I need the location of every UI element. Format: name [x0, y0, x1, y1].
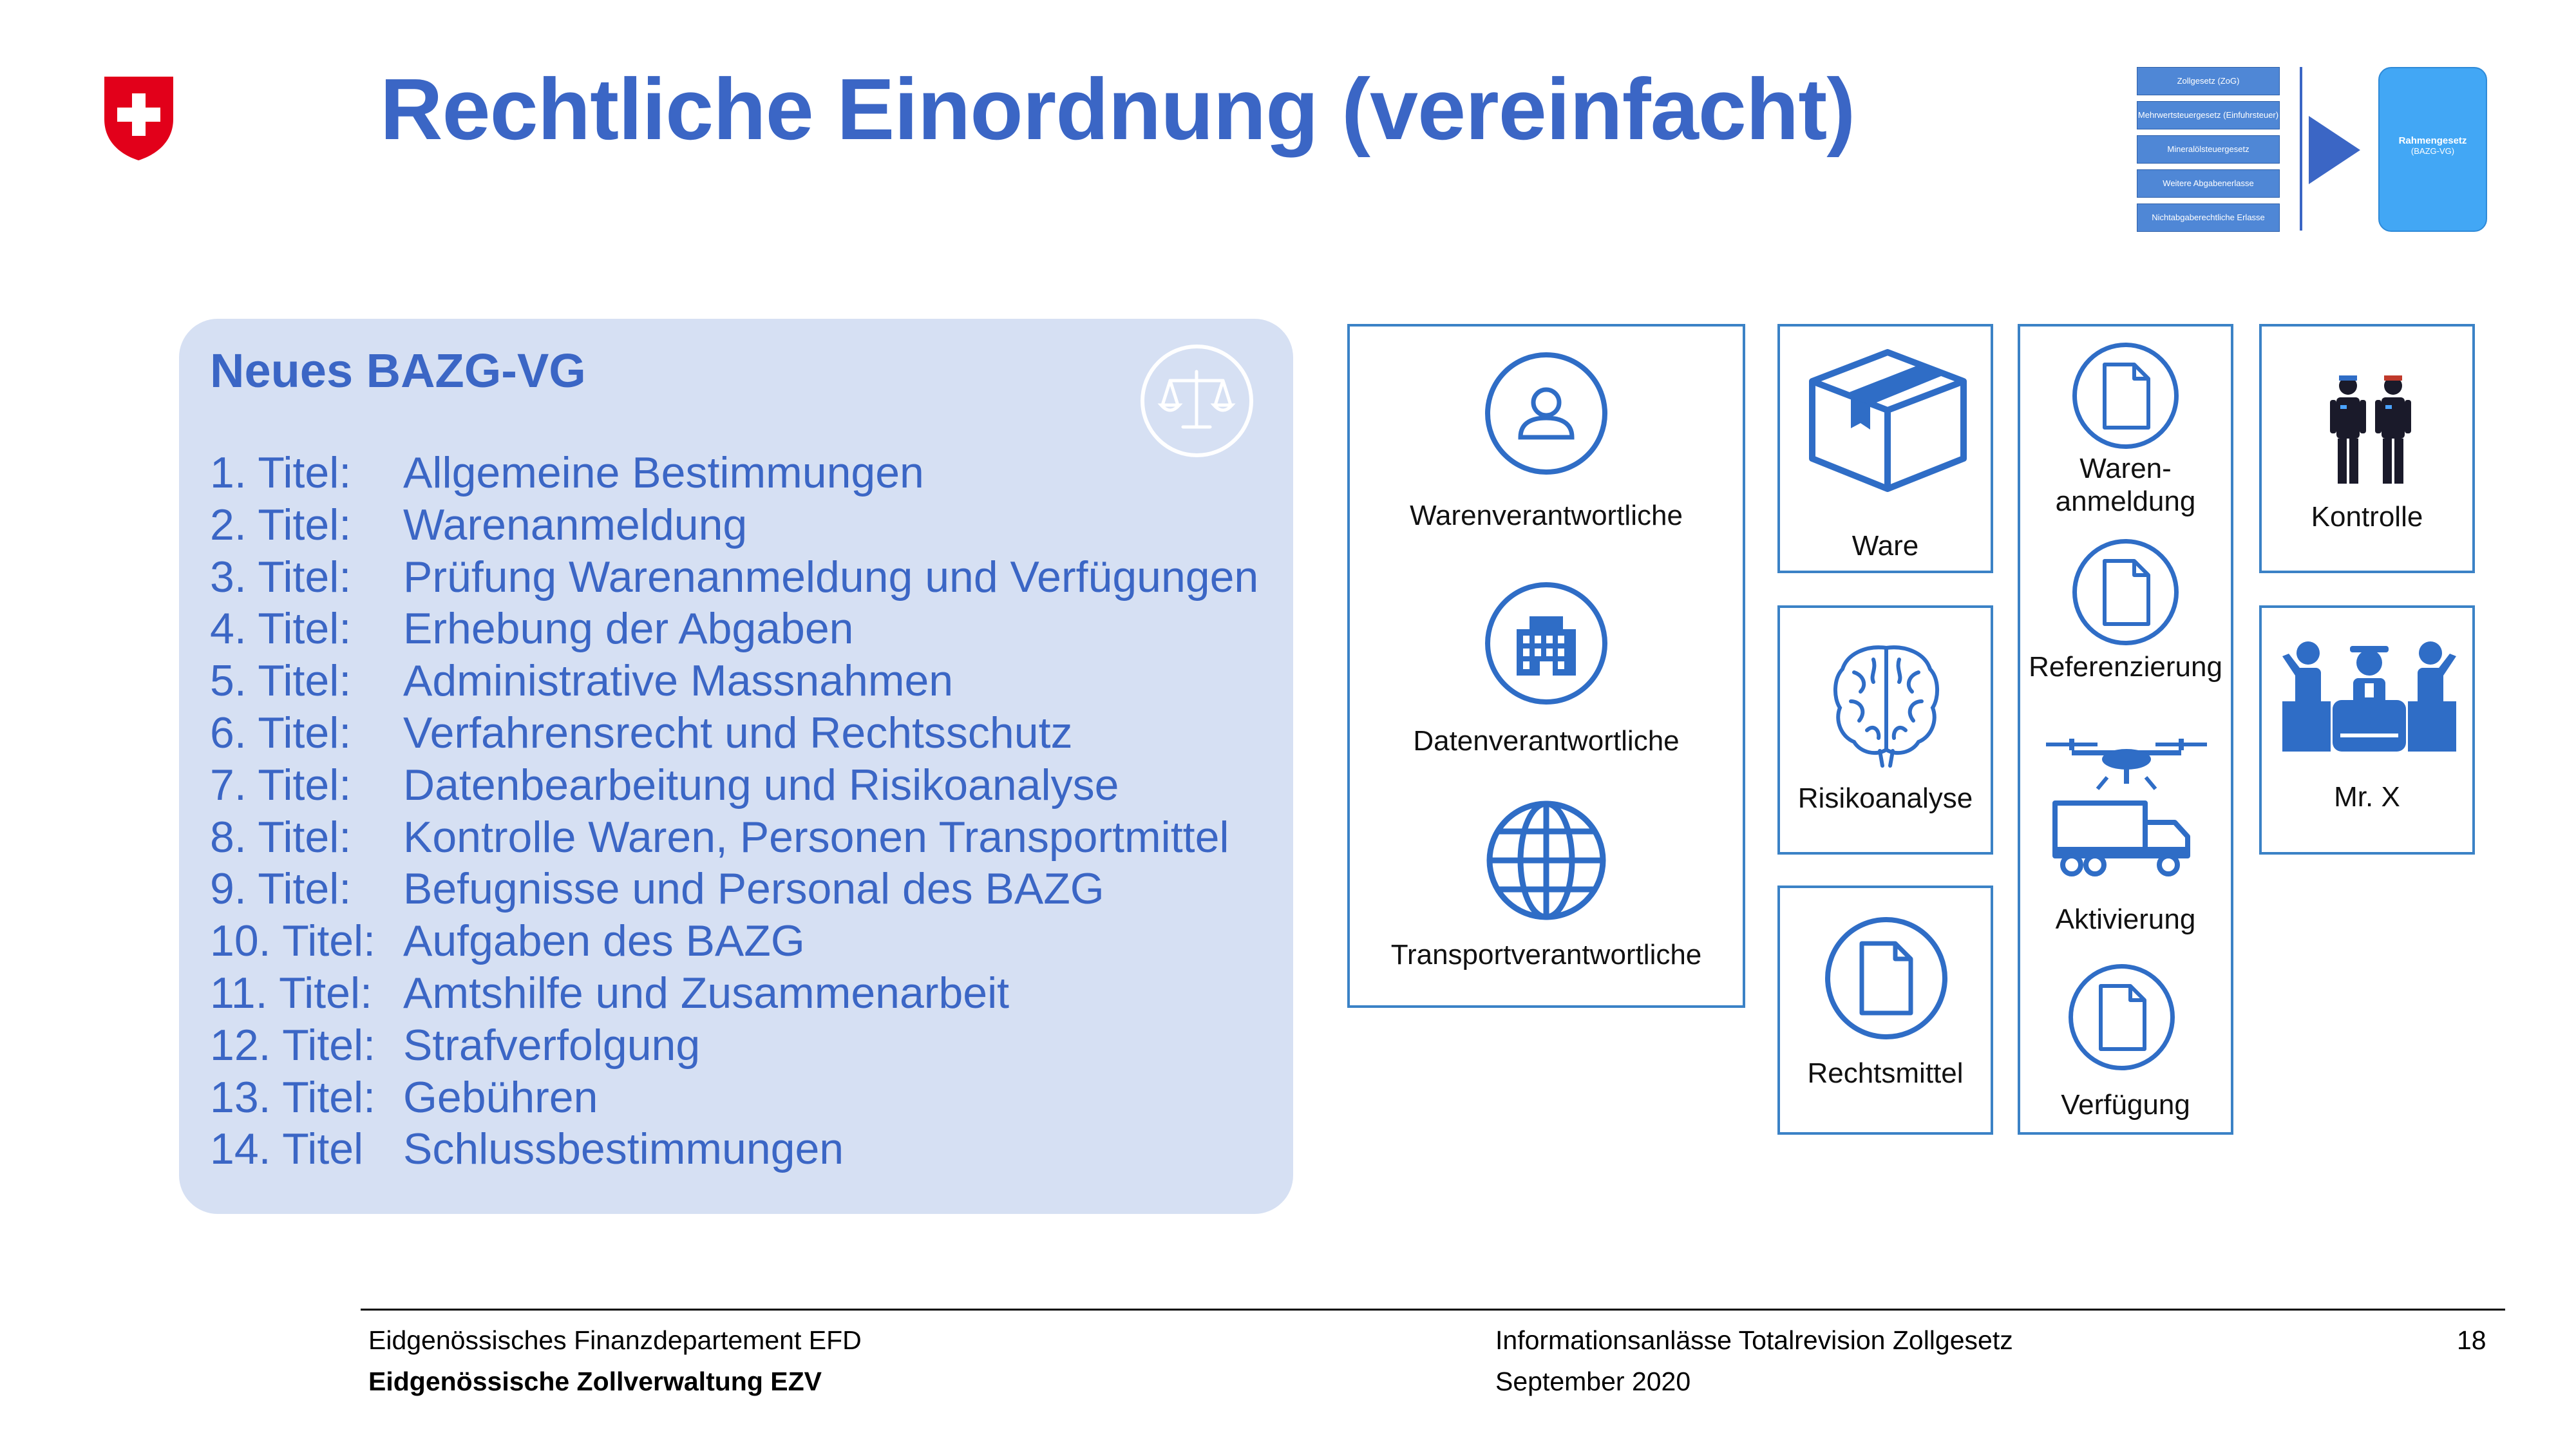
page-title: Rechtliche Einordnung (vereinfacht) [380, 61, 1855, 158]
document-icon [2072, 539, 2179, 645]
law-title-number: 1. Titel: [210, 448, 352, 497]
law-title-name: Amtshilfe und Zusammenarbeit [403, 968, 1010, 1018]
user-icon [1485, 352, 1607, 475]
label-datenverantwortliche: Datenverantwortliche [1413, 725, 1680, 757]
law-title-name: Administrative Massnahmen [403, 656, 954, 706]
footer-date: September 2020 [1495, 1367, 1691, 1396]
label-warenverantwortliche: Warenverantwortliche [1410, 500, 1683, 531]
mr-x-box [2259, 605, 2475, 855]
mini-frame-subtitle: (BAZG-VG) [2410, 146, 2455, 156]
swiss-shield-icon [102, 74, 176, 163]
rechtsmittel-box [1777, 886, 1993, 1135]
law-title-number: 5. Titel: [210, 656, 352, 706]
law-title-name: Aufgaben des BAZG [403, 916, 805, 966]
law-title-number: 11. Titel: [210, 968, 372, 1018]
page-number: 18 [2457, 1325, 2486, 1355]
label-risikoanalyse: Risikoanalyse [1797, 782, 1973, 814]
process-box [2018, 324, 2233, 1135]
label-referenzierung: Referenzierung [2029, 651, 2222, 683]
ware-box [1777, 324, 1993, 573]
building-icon [1485, 582, 1607, 705]
law-panel [179, 319, 1293, 1214]
document-icon [2069, 964, 2175, 1070]
footer-event: Informationsanlässe Totalrevision Zollgesetz [1495, 1325, 2013, 1355]
footer-office: Eidgenössische Zollverwaltung EZV [368, 1367, 822, 1396]
label-warenanmeldung-2: anmeldung [2055, 486, 2196, 517]
law-title-number: 2. Titel: [210, 500, 352, 549]
box-icon [1806, 346, 1970, 497]
label-rechtsmittel: Rechtsmittel [1807, 1057, 1964, 1089]
mini-law-box: Mehrwertsteuergesetz (Einfuhrsteuer) [2137, 101, 2280, 129]
persons-box [1347, 324, 1745, 1008]
footer-department: Eidgenössisches Finanzdepartement EFD [368, 1325, 862, 1355]
law-title-number: 8. Titel: [210, 812, 352, 862]
mini-law-box: Nichtabgaberechtliche Erlasse [2137, 204, 2280, 232]
law-title-name: Verfahrensrecht und Rechtsschutz [403, 708, 1073, 757]
globe-icon [1485, 799, 1607, 922]
mini-frame-box [2378, 67, 2487, 232]
law-title-name: Warenanmeldung [403, 500, 748, 549]
law-title-name: Strafverfolgung [403, 1020, 701, 1070]
label-transportverantwortliche: Transportverantwortliche [1390, 939, 1702, 971]
law-title-number: 6. Titel: [210, 708, 352, 757]
label-warenanmeldung-1: Waren- [2079, 453, 2172, 484]
law-title-name: Befugnisse und Personal des BAZG [403, 864, 1104, 914]
law-title-name: Datenbearbeitung und Risikoanalyse [403, 760, 1119, 810]
law-title-name: Schlussbestimmungen [403, 1124, 844, 1174]
meeting-people-icon [2282, 637, 2456, 756]
risikoanalyse-box [1777, 605, 1993, 855]
balance-scale-icon [1141, 345, 1253, 457]
label-kontrolle: Kontrolle [2311, 501, 2423, 533]
label-ware: Ware [1852, 530, 1919, 562]
mini-frame-title: Rahmengesetz [2398, 135, 2467, 146]
law-title-name: Gebühren [403, 1072, 598, 1122]
law-title-number: 10. Titel: [210, 916, 376, 966]
law-title-name: Erhebung der Abgaben [403, 604, 854, 654]
footer-divider [361, 1309, 2505, 1311]
mini-law-box: Weitere Abgabenerlasse [2137, 169, 2280, 198]
law-title-name: Allgemeine Bestimmungen [403, 448, 924, 497]
label-mr-x: Mr. X [2334, 781, 2400, 813]
document-icon [2072, 343, 2179, 449]
law-title-number: 12. Titel: [210, 1020, 376, 1070]
mini-law-box: Mineralölsteuergesetz [2137, 135, 2280, 164]
law-title-name: Prüfung Warenanmeldung und Verfügungen [403, 552, 1259, 601]
law-title-number: 13. Titel: [210, 1072, 376, 1122]
mini-law-box: Zollgesetz (ZoG) [2137, 67, 2280, 95]
label-verfuegung: Verfügung [2061, 1089, 2190, 1121]
kontrolle-box [2259, 324, 2475, 573]
brain-icon [1828, 640, 1944, 772]
law-title-number: 4. Titel: [210, 604, 352, 654]
drone-truck-icon [2046, 739, 2207, 884]
label-aktivierung: Aktivierung [2055, 904, 2196, 935]
law-title-name: Kontrolle Waren, Personen Transportmittel [403, 812, 1229, 862]
officers-icon [2326, 372, 2416, 491]
play-arrow-icon [2309, 116, 2360, 187]
law-title-number: 9. Titel: [210, 864, 352, 914]
law-title-number: 3. Titel: [210, 552, 352, 601]
mini-divider [2300, 67, 2302, 231]
law-title-number: 14. Titel [210, 1124, 364, 1174]
document-icon [1825, 917, 1947, 1039]
law-panel-heading: Neues BAZG-VG [210, 344, 586, 397]
law-title-number: 7. Titel: [210, 760, 352, 810]
